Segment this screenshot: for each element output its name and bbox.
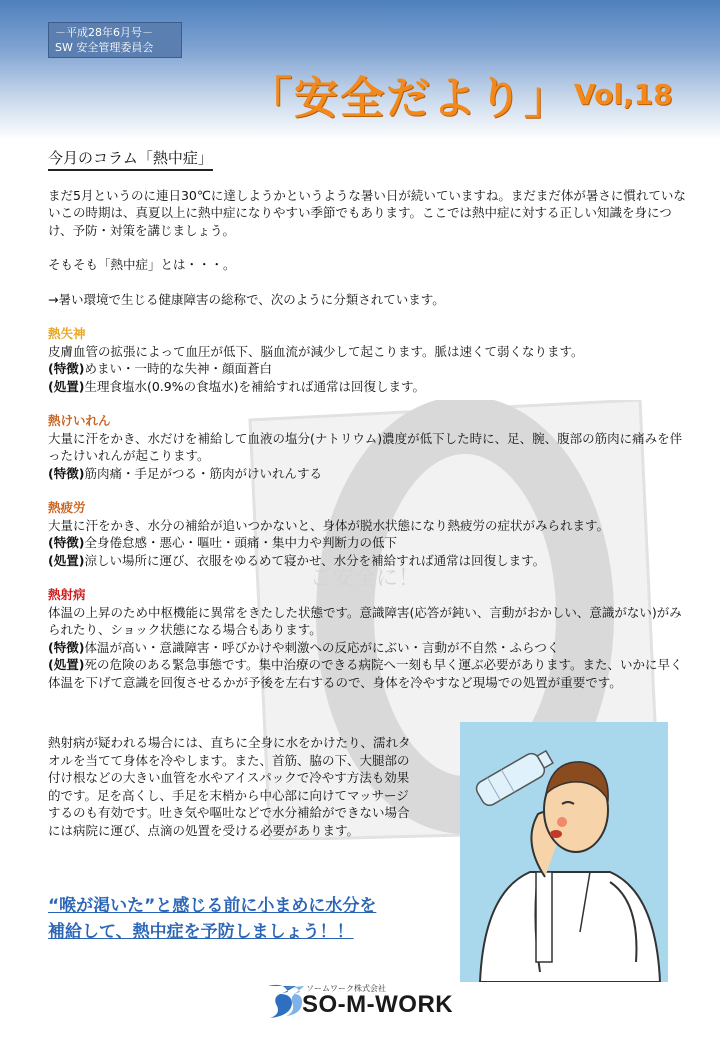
intro-paragraph: まだ5月というのに連日30℃に達しようかというような暑い日が続いていますね。まだまだ体が暑さに慣れていないこの時期は、真夏以上に熱中症になりやすい季節でもあります。ここでは熱中症に対する正しい知識を身につけ、予防・対策を講じましょう。 bbox=[48, 187, 686, 238]
main-content bbox=[48, 150, 688, 691]
symptom-text: 全身倦怠感・悪心・嘔吐・頭痛・集中力や判断力の低下 bbox=[84, 535, 397, 550]
man-drinking-water-icon bbox=[460, 722, 668, 982]
first-aid-text: 熱射病が疑われる場合には、直ちに全身に水をかけたり、濡れタオルを当てて身体を冷やします。また、首筋、脇の下、大腿部の付け根などの大きい血管を水やアイスパックで冷やす方法も効果的です。足を高くし、手足を末梢から中心部に向けてマッサージするのも有効です。吐き気や嘔吐などで水分補給ができない場合には病院に運び、点滴の処置を受ける必要があります。 bbox=[48, 735, 411, 838]
treatment-text: 涼しい場所に運び、衣服をゆるめて寝かせ、水分を補給すれば通常は回復します。 bbox=[84, 552, 546, 568]
symptom-line-heat-exhaustion bbox=[48, 534, 688, 552]
symptom-line-heat-syncope bbox=[48, 360, 688, 378]
treatment-tag: (処置) bbox=[48, 378, 85, 394]
section-desc-heat-cramps: 大量に汗をかき、水だけを補給して血液の塩分(ナトリウム)濃度が低下した時に、足、腕、腹部の筋肉に痛みを伴ったけいれんが起こります。 bbox=[48, 430, 683, 463]
symptom-line-heat-cramps bbox=[48, 465, 688, 483]
symptom-tag: (特徴) bbox=[48, 465, 85, 481]
treatment-tag: (処置) bbox=[48, 657, 85, 672]
treatment-line-heat-exhaustion bbox=[48, 552, 688, 570]
symptom-tag: (特徴) bbox=[48, 361, 85, 376]
slogan bbox=[48, 893, 376, 945]
column-title: 今月のコラム「熱中症」 bbox=[48, 150, 213, 171]
watermark-text: ご安全に！ bbox=[310, 566, 421, 591]
company-kana-name: ソームワーク株式会社 bbox=[306, 984, 386, 993]
symptom-text: めまい・一時的な失神・顔面蒼白 bbox=[84, 361, 272, 376]
section-heading-heat-stroke: 熱射病 bbox=[48, 587, 86, 602]
question-line: そもそも「熱中症」とは・・・。 bbox=[48, 257, 236, 272]
symptom-tag: (特徴) bbox=[48, 535, 85, 550]
company-name: SO-M-WORK bbox=[302, 991, 454, 1018]
section-desc-heat-exhaustion: 大量に汗をかき、水分の補給が追いつかないと、身体が脱水状態になり熱疲労の症状がみられます。 bbox=[48, 517, 610, 533]
section-desc-heat-syncope: 皮膚血管の拡張によって血圧が低下、脳血流が減少して起こります。脈は速くて弱くなります。 bbox=[48, 343, 584, 359]
definition-line: →暑い環境で生じる健康障害の総称で、次のように分類されています。 bbox=[48, 291, 445, 307]
slogan-line-1: “喉が渇いた”と感じる前に小まめに水分を bbox=[48, 896, 377, 916]
treatment-line-heat-stroke bbox=[48, 656, 688, 691]
section-heading-heat-exhaustion: 熱疲労 bbox=[48, 500, 86, 515]
section-heading-heat-cramps: 熱けいれん bbox=[48, 413, 111, 428]
issue-date: －平成28年6月号－ bbox=[55, 26, 153, 39]
treatment-tag: (処置) bbox=[48, 552, 85, 568]
first-aid-advice bbox=[48, 734, 418, 839]
section-heading-heat-syncope: 熱失神 bbox=[48, 326, 86, 341]
newsletter-title: 「安全だより」 bbox=[248, 73, 570, 124]
symptom-text: 体温が高い・意識障害・呼びかけや刺激への反応がにぶい・言動が不自然・ふらつく bbox=[84, 639, 560, 655]
treatment-text: 死の危険のある緊急事態です。集中治療のできる病院へ一刻も早く運ぶ必要があります。また、いかに早く体温を下げて意識を回復させるかが予後を左右するので、身体を冷やすなど現場での処置が重要です。 bbox=[48, 657, 683, 690]
slogan-line-2: 補給して、熱中症を予防しましょう！！ bbox=[48, 922, 354, 942]
treatment-text: 生理食塩水(0.9%の食塩水)を補給すれば通常は回復します。 bbox=[84, 378, 425, 394]
section-desc-heat-stroke: 体温の上昇のため中枢機能に異常をきたした状態です。意識障害(応答が鈍い、言動がおかしい、意識がない)がみられたり、ショック状態になる場合もあります。 bbox=[48, 604, 682, 637]
treatment-line-heat-syncope bbox=[48, 378, 688, 396]
symptom-line-heat-stroke bbox=[48, 639, 688, 657]
symptom-text: 筋肉痛・手足がつる・筋肉がけいれんする bbox=[84, 465, 322, 481]
symptom-tag: (特徴) bbox=[48, 639, 85, 655]
committee-name: SW 安全管理委員会 bbox=[55, 41, 154, 54]
volume-number: Vol,18 bbox=[574, 78, 673, 111]
issue-box bbox=[48, 22, 182, 58]
